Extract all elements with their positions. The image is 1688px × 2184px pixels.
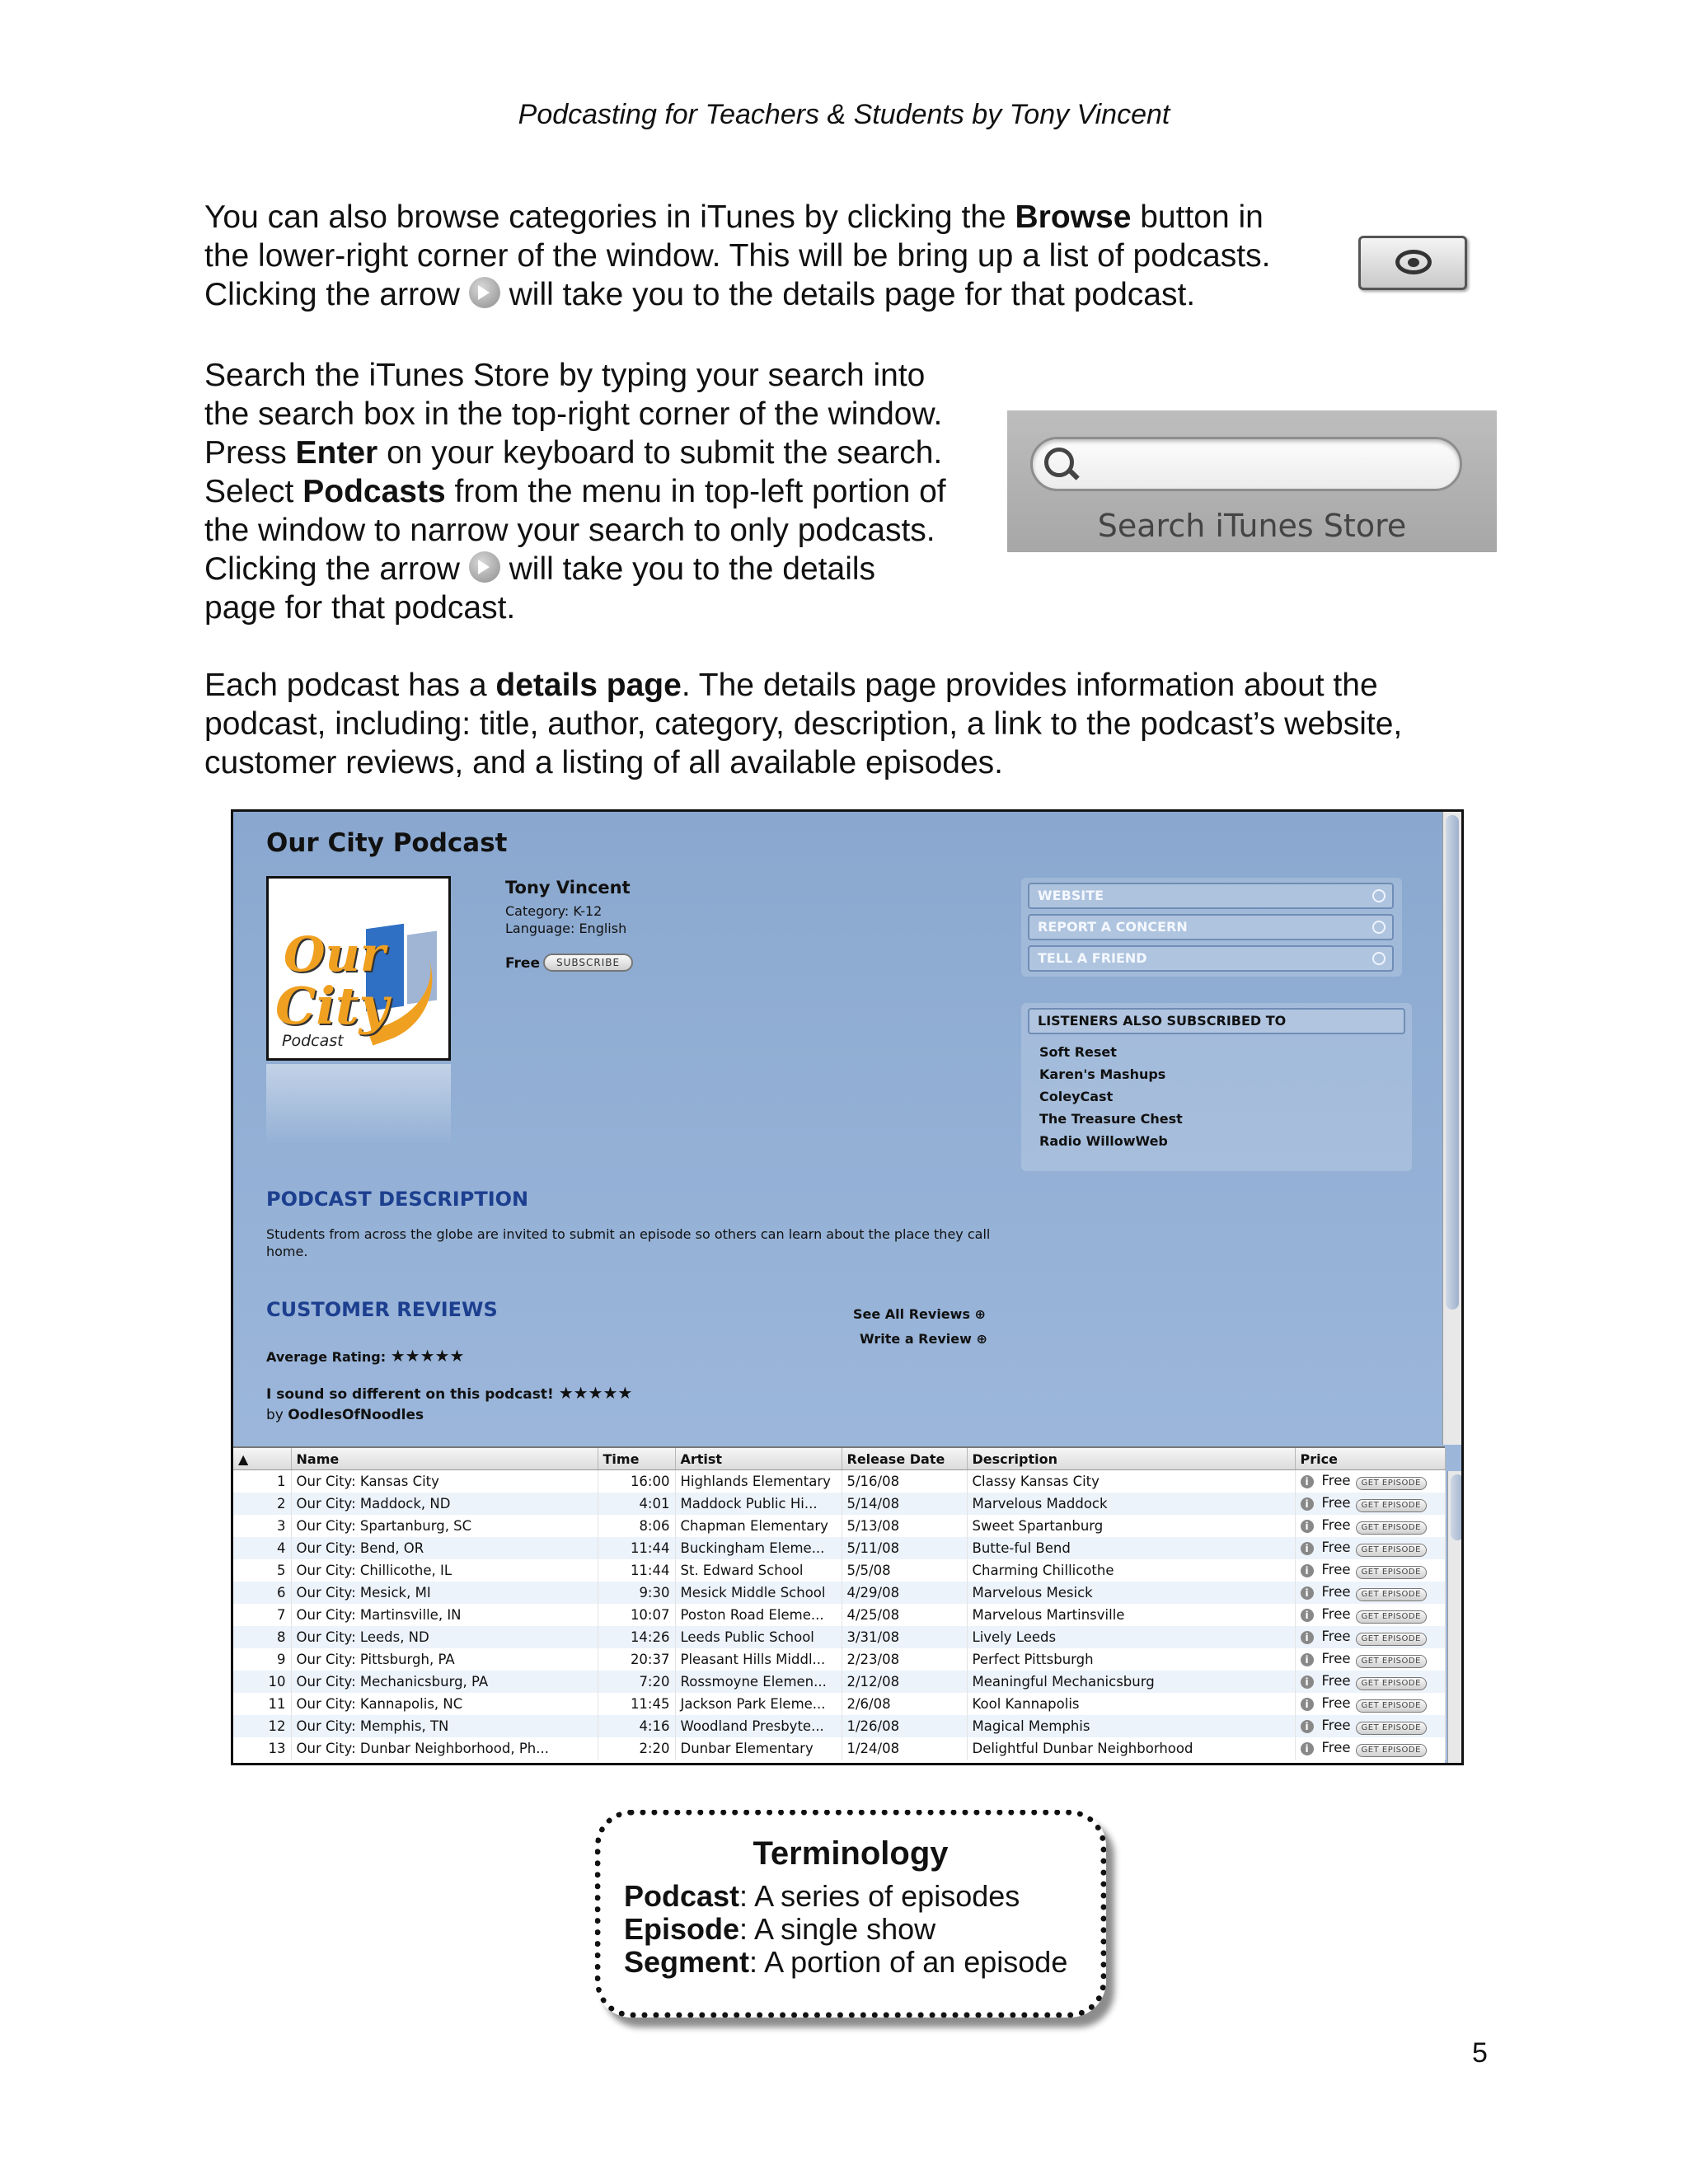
episode-release-date: 5/5/08 xyxy=(842,1559,967,1582)
arrow-icon: ⊕ xyxy=(974,1306,986,1322)
episode-release-date: 2/6/08 xyxy=(842,1693,967,1715)
episode-price-cell xyxy=(1295,1737,1445,1760)
term: Episode xyxy=(624,1912,740,1946)
description-heading: PODCAST DESCRIPTION xyxy=(266,1188,529,1211)
episode-rows xyxy=(233,1470,1445,1760)
episode-time: 4:16 xyxy=(598,1715,675,1737)
arrow-icon xyxy=(469,277,500,308)
subscribe-label: SUBSCRIBE xyxy=(543,954,633,972)
episode-price: Free xyxy=(1321,1540,1351,1555)
episode-time: 11:44 xyxy=(598,1537,675,1559)
intro-text: Clicking the arrow xyxy=(204,277,469,312)
artwork-text: Our xyxy=(284,926,386,982)
episode-release-date: 2/23/08 xyxy=(842,1648,967,1671)
episode-name: Our City: Leeds, ND xyxy=(291,1626,598,1648)
review-author-name: OodlesOfNoodles xyxy=(288,1407,424,1423)
get-episode-button[interactable]: GET EPISODE xyxy=(1356,1633,1427,1646)
podcast-category: Category: K-12 xyxy=(505,903,603,919)
episode-price: Free xyxy=(1321,1473,1351,1488)
get-episode-button[interactable]: GET EPISODE xyxy=(1356,1655,1427,1668)
terminology-item xyxy=(624,1913,935,1946)
episode-number: 13 xyxy=(233,1737,291,1760)
review-title xyxy=(266,1383,632,1403)
episode-number: 7 xyxy=(233,1604,291,1626)
page-number: 5 xyxy=(1472,2037,1488,2069)
also-subscribed-item[interactable]: Radio WillowWeb xyxy=(1039,1133,1168,1149)
episode-number: 8 xyxy=(233,1626,291,1648)
terminology-item xyxy=(624,1946,1067,1979)
info-icon[interactable]: i xyxy=(1301,1675,1314,1689)
arrow-icon: ⊕ xyxy=(976,1331,987,1347)
info-icon[interactable]: i xyxy=(1301,1698,1314,1711)
arrow-icon xyxy=(1372,952,1386,965)
episode-release-date: 5/14/08 xyxy=(842,1493,967,1515)
info-icon[interactable]: i xyxy=(1301,1564,1314,1577)
search-bold-podcasts: Podcasts xyxy=(302,474,446,509)
podcast-price: Free xyxy=(505,955,540,972)
description-column-header[interactable]: Description xyxy=(967,1448,1295,1470)
episode-number: 9 xyxy=(233,1648,291,1671)
episode-artist: Highlands Elementary xyxy=(675,1470,842,1493)
episode-time: 14:26 xyxy=(598,1626,675,1648)
star-rating: ★★★★★ xyxy=(558,1383,633,1403)
get-episode-button[interactable]: GET EPISODE xyxy=(1356,1744,1427,1757)
also-subscribed-item[interactable]: The Treasure Chest xyxy=(1039,1111,1183,1127)
review-by-label: by xyxy=(266,1407,284,1423)
arrow-icon xyxy=(1372,889,1386,902)
intro-paragraph xyxy=(204,198,1342,314)
episode-number: 4 xyxy=(233,1537,291,1559)
episode-number: 2 xyxy=(233,1493,291,1515)
search-box-screenshot xyxy=(1007,410,1497,552)
also-subscribed-item[interactable]: Karen's Mashups xyxy=(1039,1066,1166,1082)
search-bold-enter: Enter xyxy=(295,435,378,471)
episode-price: Free xyxy=(1321,1517,1351,1533)
table-row[interactable] xyxy=(233,1715,1445,1737)
search-text: will take you to the details xyxy=(499,551,876,587)
episode-description: Magical Memphis xyxy=(967,1715,1295,1737)
intro-text: You can also browse categories in iTunes by clicking the xyxy=(204,199,1015,235)
report-concern-link[interactable] xyxy=(1028,914,1394,940)
search-paragraph xyxy=(204,356,996,627)
get-episode-button[interactable]: GET EPISODE xyxy=(1356,1477,1427,1490)
episode-price: Free xyxy=(1321,1584,1351,1600)
episode-time: 4:01 xyxy=(598,1493,675,1515)
info-icon[interactable]: i xyxy=(1301,1520,1314,1533)
episode-artist: Pleasant Hills Middl... xyxy=(675,1648,842,1671)
details-text: . The details page provides information about the xyxy=(681,668,1378,703)
episode-release-date: 4/25/08 xyxy=(842,1604,967,1626)
episode-release-date: 5/16/08 xyxy=(842,1470,967,1493)
episode-price-cell xyxy=(1295,1493,1445,1515)
episode-artist: Poston Road Eleme... xyxy=(675,1604,842,1626)
episode-description: Marvelous Martinsville xyxy=(967,1604,1295,1626)
episode-time: 8:06 xyxy=(598,1515,675,1537)
get-episode-button[interactable]: GET EPISODE xyxy=(1356,1566,1427,1579)
info-icon[interactable]: i xyxy=(1301,1586,1314,1600)
link-label: See All Reviews xyxy=(853,1306,970,1322)
episode-price: Free xyxy=(1321,1673,1351,1689)
intro-text: the lower-right corner of the window. This will be bring up a list of podcasts. xyxy=(204,238,1271,274)
table-row[interactable] xyxy=(233,1626,1445,1648)
episode-artist: Maddock Public Hi... xyxy=(675,1493,842,1515)
podcast-meta xyxy=(505,902,626,937)
episode-number: 12 xyxy=(233,1715,291,1737)
episode-time: 11:44 xyxy=(598,1559,675,1582)
episode-description: Meaningful Mechanicsburg xyxy=(967,1671,1295,1693)
search-text: Press xyxy=(204,435,296,471)
episode-price: Free xyxy=(1321,1629,1351,1644)
episode-name: Our City: Martinsville, IN xyxy=(291,1604,598,1626)
term: Segment xyxy=(624,1945,750,1979)
episode-time: 10:07 xyxy=(598,1604,675,1626)
episode-price: Free xyxy=(1321,1740,1351,1755)
get-episode-button[interactable]: GET EPISODE xyxy=(1356,1521,1427,1535)
podcast-language: Language: English xyxy=(505,921,627,936)
browse-button[interactable] xyxy=(1358,236,1467,290)
episode-number: 5 xyxy=(233,1559,291,1582)
scroll-thumb[interactable] xyxy=(1451,1474,1464,1540)
artwork-reflection xyxy=(266,1064,451,1146)
episode-name: Our City: Pittsburgh, PA xyxy=(291,1648,598,1671)
get-episode-button[interactable]: GET EPISODE xyxy=(1356,1544,1427,1557)
episode-description: Classy Kansas City xyxy=(967,1470,1295,1493)
itunes-details-window xyxy=(231,809,1464,1765)
search-text: the search box in the top-right corner of the window. xyxy=(204,396,943,432)
episode-price: Free xyxy=(1321,1695,1351,1711)
info-icon[interactable]: i xyxy=(1301,1542,1314,1555)
search-icon xyxy=(1044,448,1074,477)
episode-price: Free xyxy=(1321,1495,1351,1511)
episode-description: Kool Kannapolis xyxy=(967,1693,1295,1715)
term-definition: : A portion of an episode xyxy=(749,1945,1068,1979)
info-icon[interactable]: i xyxy=(1301,1720,1314,1733)
episode-artist: Buckingham Eleme... xyxy=(675,1537,842,1559)
episode-number: 10 xyxy=(233,1671,291,1693)
episode-artist: Jackson Park Eleme... xyxy=(675,1693,842,1715)
also-subscribed-item[interactable]: Soft Reset xyxy=(1039,1044,1117,1060)
episode-artist: Mesick Middle School xyxy=(675,1582,842,1604)
table-row[interactable] xyxy=(233,1493,1445,1515)
term-definition: : A series of episodes xyxy=(739,1879,1020,1913)
episode-description: Sweet Spartanburg xyxy=(967,1515,1295,1537)
episode-price: Free xyxy=(1321,1651,1351,1666)
episode-description: Marvelous Mesick xyxy=(967,1582,1295,1604)
podcast-artwork xyxy=(266,876,451,1061)
link-label: TELL A FRIEND xyxy=(1038,950,1147,966)
episode-description: Delightful Dunbar Neighborhood xyxy=(967,1737,1295,1760)
artist-column-header[interactable]: Artist xyxy=(675,1448,842,1470)
episode-number: 3 xyxy=(233,1515,291,1537)
search-text: Clicking the arrow xyxy=(204,551,469,587)
search-text: Search the iTunes Store by typing your search into xyxy=(204,358,926,393)
episode-artist: Woodland Presbyte... xyxy=(675,1715,842,1737)
episode-release-date: 1/24/08 xyxy=(842,1737,967,1760)
episode-name: Our City: Dunbar Neighborhood, Ph... xyxy=(291,1737,598,1760)
table-row[interactable] xyxy=(233,1671,1445,1693)
table-row[interactable] xyxy=(233,1604,1445,1626)
info-icon[interactable]: i xyxy=(1301,1609,1314,1622)
terminology-title: Terminology xyxy=(753,1835,949,1872)
search-caption: Search iTunes Store xyxy=(1097,508,1407,544)
episode-release-date: 5/11/08 xyxy=(842,1537,967,1559)
episode-artist: Leeds Public School xyxy=(675,1626,842,1648)
review-title-text: I sound so different on this podcast! xyxy=(266,1386,554,1403)
details-paragraph xyxy=(204,666,1490,782)
get-episode-button[interactable]: GET EPISODE xyxy=(1356,1499,1427,1512)
episode-artist: Dunbar Elementary xyxy=(675,1737,842,1760)
episode-name: Our City: Memphis, TN xyxy=(291,1715,598,1737)
episode-time: 16:00 xyxy=(598,1470,675,1493)
episode-price-cell xyxy=(1295,1648,1445,1671)
website-link[interactable] xyxy=(1028,883,1394,909)
episode-name: Our City: Mesick, MI xyxy=(291,1582,598,1604)
price-column-header[interactable]: Price xyxy=(1295,1448,1445,1470)
star-rating: ★★★★★ xyxy=(390,1346,465,1366)
also-subscribed-heading: LISTENERS ALSO SUBSCRIBED TO xyxy=(1028,1008,1405,1034)
also-subscribed-panel xyxy=(1021,1003,1412,1171)
term: Podcast xyxy=(624,1879,740,1913)
info-icon[interactable]: i xyxy=(1301,1475,1314,1488)
link-label: Write a Review xyxy=(860,1331,972,1347)
intro-text: will take you to the details page for that podcast. xyxy=(499,277,1196,312)
details-scrollbar[interactable] xyxy=(1442,812,1461,1445)
episode-number: 1 xyxy=(233,1470,291,1493)
episode-description: Butte-ful Bend xyxy=(967,1537,1295,1559)
terminology-box xyxy=(595,1810,1106,2018)
write-review-link[interactable] xyxy=(860,1331,987,1347)
episode-time: 20:37 xyxy=(598,1648,675,1671)
term-definition: : A single show xyxy=(739,1912,936,1946)
table-row[interactable] xyxy=(233,1648,1445,1671)
search-text: from the menu in top-left portion of xyxy=(445,474,946,509)
episode-price-cell xyxy=(1295,1537,1445,1559)
table-row[interactable] xyxy=(233,1582,1445,1604)
terminology-item xyxy=(624,1880,1020,1913)
eye-icon xyxy=(1395,250,1432,274)
table-row[interactable] xyxy=(233,1537,1445,1559)
episode-price-cell xyxy=(1295,1604,1445,1626)
episode-number: 11 xyxy=(233,1693,291,1715)
tell-friend-link[interactable] xyxy=(1028,945,1394,972)
info-icon[interactable]: i xyxy=(1301,1653,1314,1666)
intro-text: button in xyxy=(1131,199,1264,235)
episode-price-cell xyxy=(1295,1626,1445,1648)
average-rating-label: Average Rating: xyxy=(266,1349,387,1365)
table-row[interactable] xyxy=(233,1559,1445,1582)
info-icon[interactable]: i xyxy=(1301,1497,1314,1511)
artwork-text: City xyxy=(275,976,389,1036)
episode-time: 2:20 xyxy=(598,1737,675,1760)
episode-time: 9:30 xyxy=(598,1582,675,1604)
episode-price-cell xyxy=(1295,1693,1445,1715)
episode-price-cell xyxy=(1295,1715,1445,1737)
episode-list xyxy=(233,1446,1445,1765)
episode-name: Our City: Bend, OR xyxy=(291,1537,598,1559)
search-text: Select xyxy=(204,474,303,509)
running-header: Podcasting for Teachers & Students by Tony Vincent xyxy=(518,99,1170,130)
details-text: podcast, including: title, author, category, description, a link to the podcast’s website, xyxy=(204,706,1403,742)
episode-artist: St. Edward School xyxy=(675,1559,842,1582)
scroll-thumb[interactable] xyxy=(1446,815,1459,1310)
episode-price: Free xyxy=(1321,1562,1351,1577)
search-text: the window to narrow your search to only podcasts. xyxy=(204,513,935,548)
details-text: Each podcast has a xyxy=(204,668,496,703)
episode-price-cell xyxy=(1295,1515,1445,1537)
episode-number: 6 xyxy=(233,1582,291,1604)
episode-release-date: 4/29/08 xyxy=(842,1582,967,1604)
release-date-column-header[interactable]: Release Date xyxy=(842,1448,967,1470)
podcast-links xyxy=(1021,878,1402,977)
episode-time: 11:45 xyxy=(598,1693,675,1715)
episode-description: Charming Chillicothe xyxy=(967,1559,1295,1582)
arrow-icon xyxy=(469,551,500,583)
reviews-heading: CUSTOMER REVIEWS xyxy=(266,1298,498,1321)
episode-artist: Rossmoyne Elemen... xyxy=(675,1671,842,1693)
table-row[interactable] xyxy=(233,1737,1445,1760)
get-episode-button[interactable]: GET EPISODE xyxy=(1356,1722,1427,1735)
info-icon[interactable]: i xyxy=(1301,1631,1314,1644)
time-column-header[interactable]: Time xyxy=(598,1448,675,1470)
details-text: customer reviews, and a listing of all available episodes. xyxy=(204,745,1004,780)
table-row[interactable] xyxy=(233,1470,1445,1493)
get-episode-button[interactable]: GET EPISODE xyxy=(1356,1610,1427,1624)
see-all-reviews-link[interactable] xyxy=(853,1306,986,1322)
episode-price: Free xyxy=(1321,1718,1351,1733)
get-episode-button[interactable]: GET EPISODE xyxy=(1356,1677,1427,1690)
episode-release-date: 5/13/08 xyxy=(842,1515,967,1537)
sort-column-header[interactable]: ▲ xyxy=(233,1448,291,1470)
episode-name: Our City: Chillicothe, IL xyxy=(291,1559,598,1582)
episode-price-cell xyxy=(1295,1671,1445,1693)
info-icon[interactable]: i xyxy=(1301,1742,1314,1755)
artwork-text: Podcast xyxy=(282,1032,344,1050)
average-rating xyxy=(266,1346,464,1366)
details-bold: details page xyxy=(495,668,682,703)
search-text: on your keyboard to submit the search. xyxy=(377,435,943,471)
get-episode-button[interactable]: GET EPISODE xyxy=(1356,1588,1427,1601)
link-label: REPORT A CONCERN xyxy=(1038,919,1188,935)
arrow-icon xyxy=(1372,921,1386,934)
episode-price-cell xyxy=(1295,1470,1445,1493)
episode-price-cell xyxy=(1295,1559,1445,1582)
episode-description: Marvelous Maddock xyxy=(967,1493,1295,1515)
name-column-header[interactable]: Name xyxy=(291,1448,598,1470)
episode-table xyxy=(233,1448,1446,1760)
episode-release-date: 2/12/08 xyxy=(842,1671,967,1693)
intro-bold-browse: Browse xyxy=(1015,199,1132,235)
episode-name: Our City: Kannapolis, NC xyxy=(291,1693,598,1715)
search-input[interactable] xyxy=(1030,437,1462,491)
episode-description: Perfect Pittsburgh xyxy=(967,1648,1295,1671)
link-label: WEBSITE xyxy=(1038,888,1104,903)
subscribe-button[interactable] xyxy=(543,954,633,972)
review-author xyxy=(266,1407,424,1423)
episode-release-date: 3/31/08 xyxy=(842,1626,967,1648)
search-text: page for that podcast. xyxy=(204,590,516,626)
episode-name: Our City: Mechanicsburg, PA xyxy=(291,1671,598,1693)
episode-name: Our City: Maddock, ND xyxy=(291,1493,598,1515)
get-episode-button[interactable]: GET EPISODE xyxy=(1356,1699,1427,1713)
episode-price-cell xyxy=(1295,1582,1445,1604)
table-row[interactable] xyxy=(233,1693,1445,1715)
episode-time: 7:20 xyxy=(598,1671,675,1693)
table-row[interactable] xyxy=(233,1515,1445,1537)
also-subscribed-item[interactable]: ColeyCast xyxy=(1039,1089,1114,1104)
description-text: Students from across the globe are invited to submit an episode so others can learn about the place they call home. xyxy=(266,1226,991,1259)
episode-price: Free xyxy=(1321,1606,1351,1622)
episode-name: Our City: Kansas City xyxy=(291,1470,598,1493)
episode-artist: Chapman Elementary xyxy=(675,1515,842,1537)
episode-release-date: 1/26/08 xyxy=(842,1715,967,1737)
episode-scrollbar[interactable] xyxy=(1447,1471,1464,1765)
table-header-row xyxy=(233,1448,1445,1470)
episode-name: Our City: Spartanburg, SC xyxy=(291,1515,598,1537)
podcast-title: Our City Podcast xyxy=(266,828,508,858)
podcast-author[interactable]: Tony Vincent xyxy=(505,878,631,898)
episode-description: Lively Leeds xyxy=(967,1626,1295,1648)
